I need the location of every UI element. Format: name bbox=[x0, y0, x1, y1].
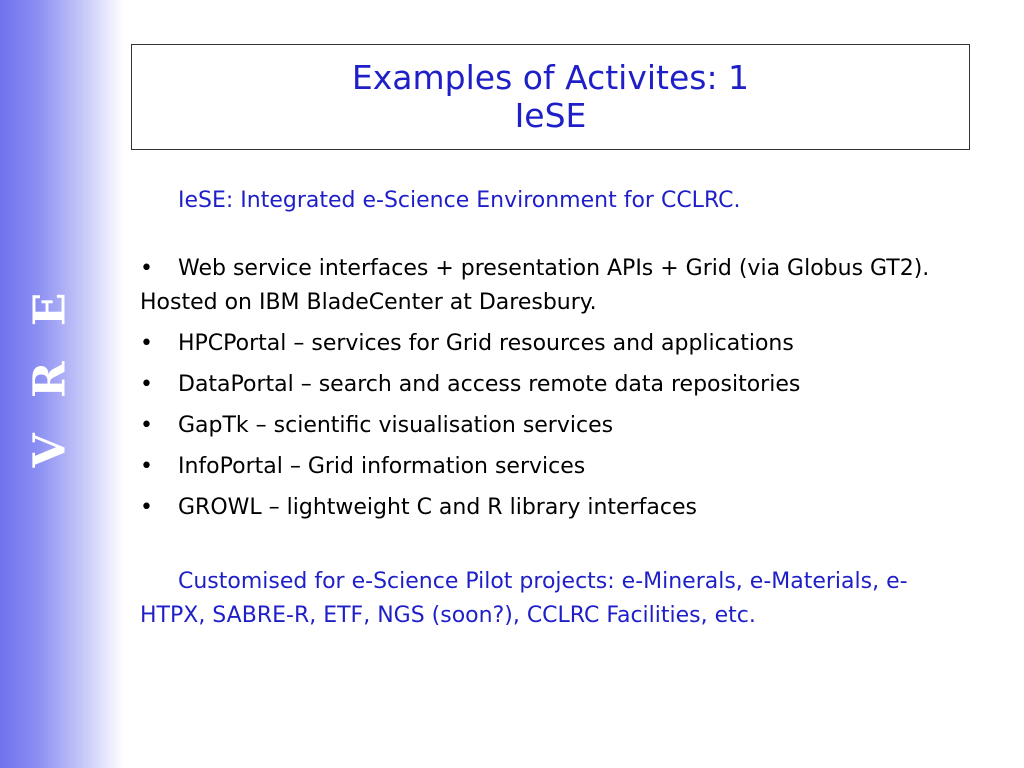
bullet-text: GROWL – lightweight C and R library interfaces bbox=[178, 495, 697, 520]
bullet-text: Web service interfaces + presentation APIs + Grid (via Globus GT2). Hosted on IBM BladeCenter at Daresbury. bbox=[140, 256, 930, 315]
bullet-item bbox=[140, 327, 940, 361]
bullet-dot: • bbox=[140, 331, 153, 356]
bullet-list bbox=[140, 252, 940, 525]
title-line-2: IeSE bbox=[514, 96, 587, 135]
bullet-text: GapTk – scientific visualisation services bbox=[178, 413, 614, 438]
bullet-item bbox=[140, 491, 940, 525]
bullet-text: HPCPortal – services for Grid resources and applications bbox=[178, 331, 794, 356]
bullet-dot: • bbox=[140, 372, 153, 397]
bullet-text: DataPortal – search and access remote data repositories bbox=[178, 372, 801, 397]
bullet-dot: • bbox=[140, 413, 153, 438]
bullet-dot: • bbox=[140, 256, 153, 281]
bullet-item bbox=[140, 368, 940, 402]
bullet-text: InfoPortal – Grid information services bbox=[178, 454, 586, 479]
bullet-item bbox=[140, 252, 940, 320]
sidebar-label: V R E bbox=[24, 282, 76, 468]
title-line-1: Examples of Activites: 1 bbox=[351, 58, 750, 97]
bullet-item bbox=[140, 409, 940, 443]
title-box bbox=[131, 44, 970, 150]
bullet-dot: • bbox=[140, 454, 153, 479]
sidebar-gradient bbox=[0, 0, 124, 768]
intro-text: IeSE: Integrated e-Science Environment for CCLRC. bbox=[178, 188, 741, 213]
footer-text: Customised for e-Science Pilot projects: e-Minerals, e-Materials, e-HTPX, SABRE-R, ETF, NGS (soon?), CCLRC Facilities, etc. bbox=[140, 569, 908, 628]
slide-content bbox=[140, 184, 940, 655]
bullet-item bbox=[140, 450, 940, 484]
bullet-dot: • bbox=[140, 495, 153, 520]
